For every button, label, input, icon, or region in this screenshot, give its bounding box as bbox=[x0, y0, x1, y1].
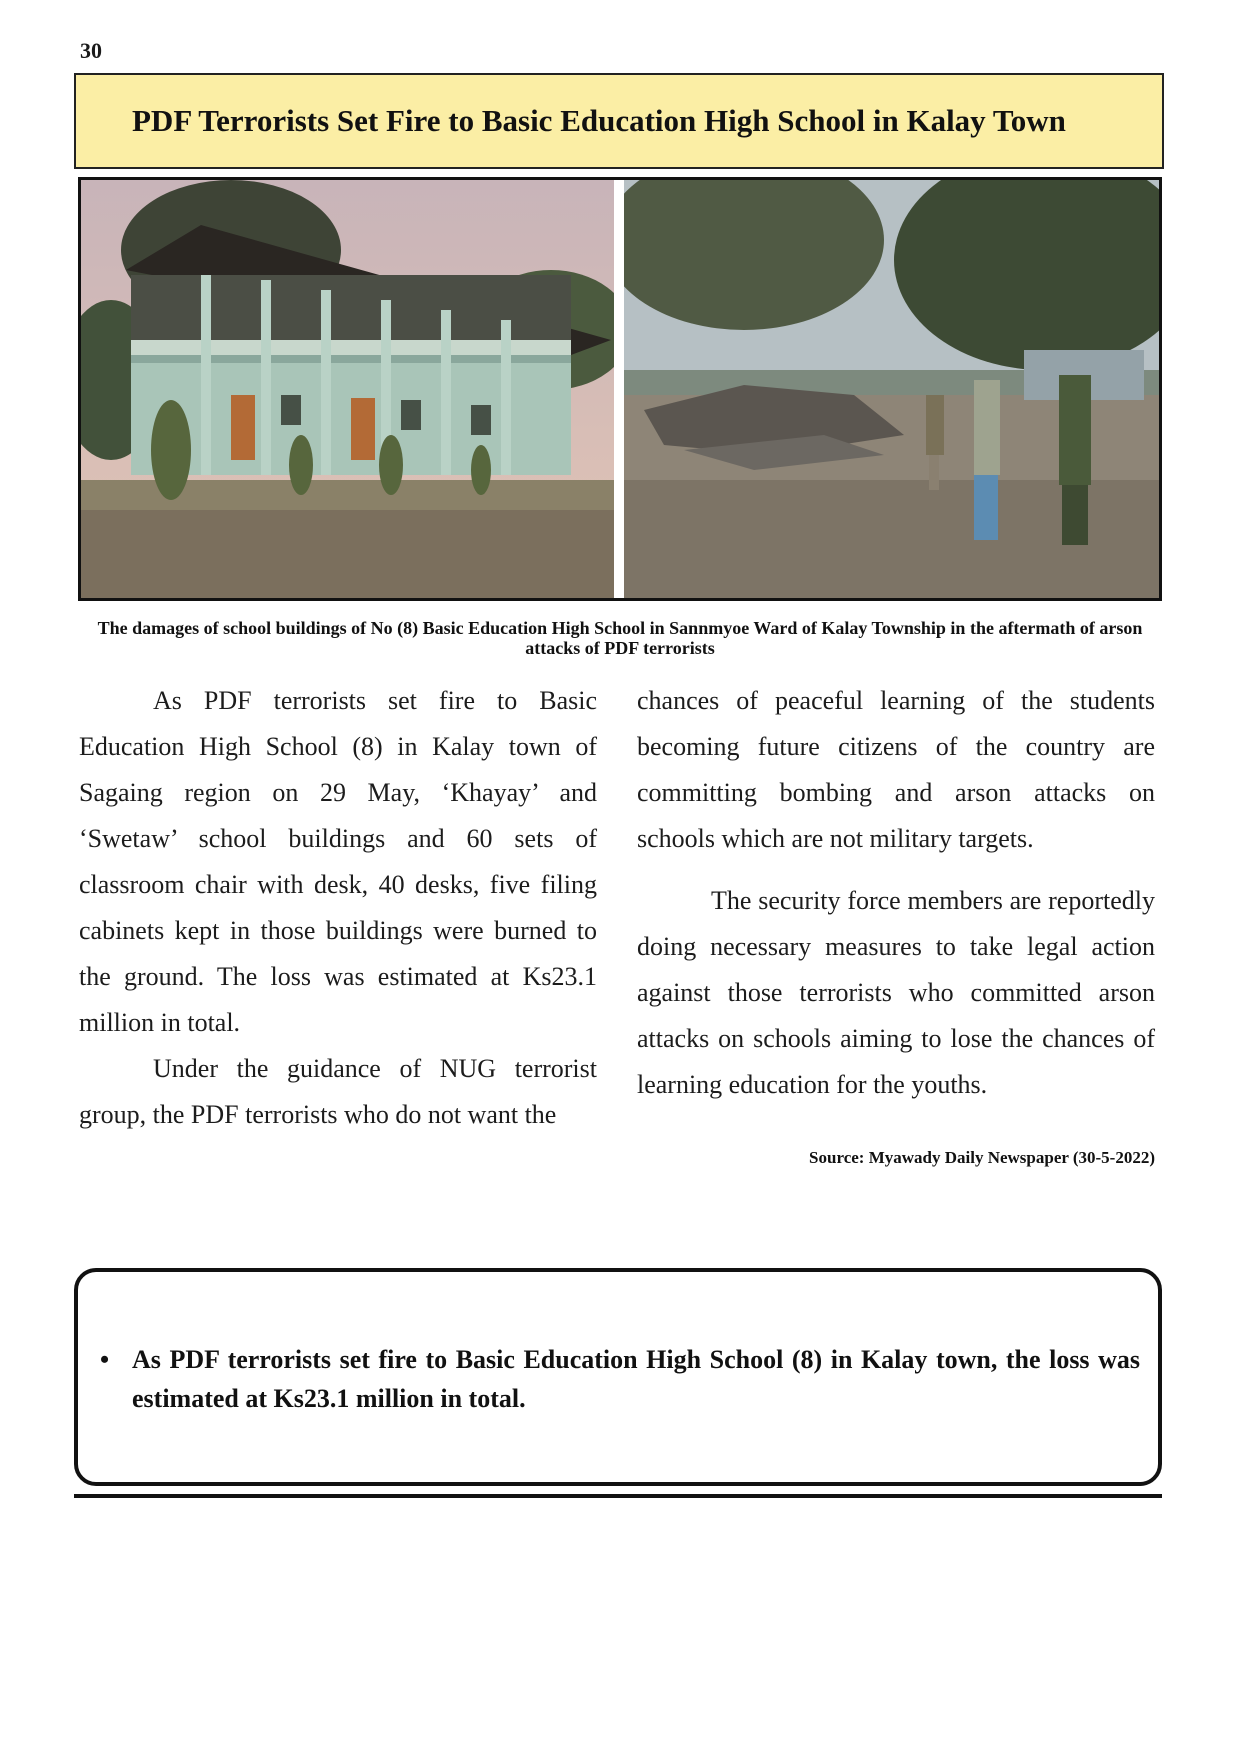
body-paragraph-2: Under the guidance of NUG terrorist group, the PDF terrorists who do not want the bbox=[79, 1054, 597, 1129]
photo-caption: The damages of school buildings of No (8) Basic Education High School in Sannmyoe Ward of Kalay Township in the aftermath of arson attacks of PDF terrorists bbox=[97, 618, 1143, 658]
summary-list bbox=[92, 1340, 1140, 1418]
page-number: 30 bbox=[80, 38, 102, 63]
summary-text: As PDF terrorists set fire to Basic Education High School (8) in Kalay town, the loss was estimated at Ks23.1 million in total. bbox=[132, 1345, 1140, 1413]
burned-school-building-image bbox=[81, 180, 614, 598]
summary-item bbox=[92, 1340, 1140, 1418]
body-paragraph-1: As PDF terrorists set fire to Basic Education High School (8) in Kalay town of Sagaing region on 29 May, ‘Khayay’ and ‘Swetaw’ school buildings and 60 sets of classroom chair with desk, 40 desks, five filing cabinets kept in those buildings were burned to the ground. The loss was estimated at Ks23.1 million in total. bbox=[79, 686, 597, 1037]
body-paragraph-2-continued: chances of peaceful learning of the students becoming future citizens of the country are committing bombing and arson attacks on schools which are not military targets. bbox=[637, 686, 1155, 853]
school-ruins-with-officers-photo bbox=[624, 180, 1159, 598]
source-credit: Source: Myawady Daily Newspaper (30-5-2022) bbox=[809, 1148, 1155, 1167]
bullet-icon: • bbox=[100, 1345, 110, 1374]
photo-frame bbox=[78, 177, 1162, 601]
school-ruins-image bbox=[624, 180, 1159, 598]
body-paragraph-3: The security force members are reportedly doing necessary measures to take legal action against those terrorists who committed arson attacks on schools aiming to lose the chances of learning education for the youths. bbox=[637, 886, 1155, 1099]
body-column-right bbox=[637, 678, 1155, 1108]
article-title: PDF Terrorists Set Fire to Basic Education High School in Kalay Town bbox=[132, 103, 1066, 138]
burned-school-building-photo bbox=[81, 180, 614, 598]
title-banner bbox=[74, 73, 1164, 169]
summary-box bbox=[74, 1268, 1162, 1486]
bottom-divider bbox=[74, 1494, 1162, 1498]
body-column-left bbox=[79, 678, 597, 1138]
